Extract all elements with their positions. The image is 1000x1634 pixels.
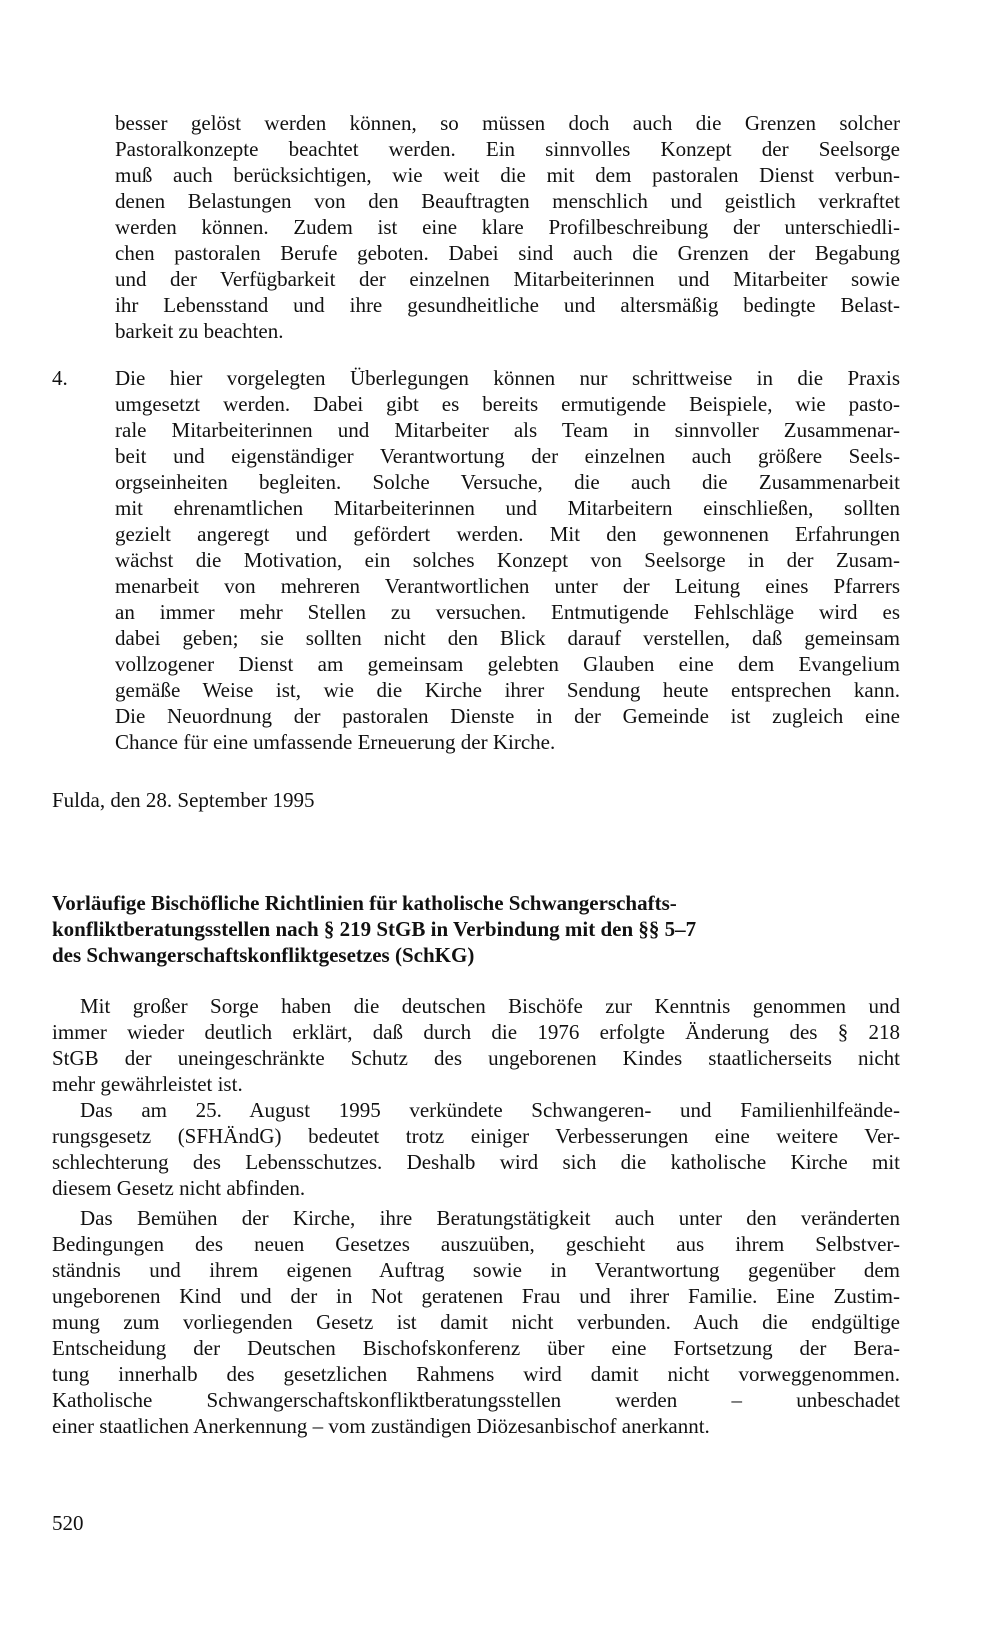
text-line: einer staatlichen Anerkennung – vom zuständigen Diözesanbischof anerkannt. [52,1414,710,1438]
text-line: Die Neuordnung der pastoralen Dienste in der Gemeinde ist zugleich eine [115,704,900,728]
text-line: menarbeit von mehreren Verantwortlichen unter der Leitung eines Pfarrers [115,574,900,598]
text-line: mit ehrenamtlichen Mitarbeiterinnen und Mitarbeitern einschließen, sollten [115,496,900,520]
text-line: Das Bemühen der Kirche, ihre Beratungstätigkeit auch unter den veränderten [80,1206,900,1230]
text-line: und der Verfügbarkeit der einzelnen Mitarbeiterinnen und Mitarbeiter sowie [115,267,900,291]
text-line: denen Belastungen von den Beauftragten menschlich und geistlich verkraftet [115,189,900,213]
page-number: 520 [52,1511,84,1535]
item-number: 4. [52,366,68,390]
text-line: muß auch berücksichtigen, wie weit die mit dem pastoralen Dienst verbun- [115,163,900,187]
text-line: Mit großer Sorge haben die deutschen Bischöfe zur Kenntnis genommen und [80,994,900,1018]
text-line: ständnis und ihrem eigenen Auftrag sowie in Verantwortung gegenüber dem [52,1258,900,1282]
text-line: chen pastoralen Berufe geboten. Dabei sind auch die Grenzen der Begabung [115,241,900,265]
heading-line: des Schwangerschaftskonfliktgesetzes (SchKG) [52,943,475,967]
text-line: vollzogener Dienst am gemeinsam gelebten Glauben eine dem Evangelium [115,652,900,676]
text-line: gemäße Weise ist, wie die Kirche ihrer Sendung heute entsprechen kann. [115,678,900,702]
heading-line: konfliktberatungsstellen nach § 219 StGB in Verbindung mit den §§ 5–7 [52,917,697,941]
text-line: Pastoralkonzepte beachtet werden. Ein sinnvolles Konzept der Seelsorge [115,137,900,161]
text-line: Entscheidung der Deutschen Bischofskonferenz über eine Fortsetzung der Bera- [52,1336,900,1360]
text-line: mehr gewährleistet ist. [52,1072,243,1096]
text-line: mung zum vorliegenden Gesetz ist damit nicht verbunden. Auch die endgültige [52,1310,900,1334]
text-line: dabei geben; sie sollten nicht den Blick darauf verstellen, daß gemeinsam [115,626,900,650]
text-line: Chance für eine umfassende Erneuerung der Kirche. [115,730,556,754]
text-line: wächst die Motivation, ein solches Konzept von Seelsorge in der Zusam- [115,548,900,572]
text-line: werden können. Zudem ist eine klare Profilbeschreibung der unterschiedli- [115,215,900,239]
text-line: ihr Lebensstand und ihre gesundheitliche und altersmäßig bedingte Belast- [115,293,900,317]
text-line: an immer mehr Stellen zu versuchen. Entmutigende Fehlschläge wird es [115,600,900,624]
heading-line: Vorläufige Bischöfliche Richtlinien für katholische Schwangerschafts- [52,891,677,915]
text-line: diesem Gesetz nicht abfinden. [52,1176,306,1200]
text-line: Bedingungen des neuen Gesetzes auszuüben, geschieht aus ihrem Selbstver- [52,1232,900,1256]
text-line: Katholische Schwangerschaftskonfliktberatungsstellen werden – unbeschadet [52,1388,900,1412]
text-line: rungsgesetz (SFHÄndG) bedeutet trotz einiger Verbesserungen eine weitere Ver- [52,1124,900,1148]
text-line: beit und eigenständiger Verantwortung der einzelnen auch größere Seels- [115,444,900,468]
dateline: Fulda, den 28. September 1995 [52,788,315,812]
text-line: Das am 25. August 1995 verkündete Schwangeren- und Familienhilfeände- [80,1098,900,1122]
text-line: orgseinheiten begleiten. Solche Versuche, die auch die Zusammenarbeit [115,470,900,494]
text-line: tung innerhalb des gesetzlichen Rahmens wird damit nicht vorweggenommen. [52,1362,900,1386]
text-line: rale Mitarbeiterinnen und Mitarbeiter als Team in sinnvoller Zusammenar- [115,418,900,442]
text-line: gezielt angeregt und gefördert werden. Mit den gewonnenen Erfahrungen [115,522,900,546]
text-line: ungeborenen Kind und der in Not geratenen Frau und ihrer Familie. Eine Zustim- [52,1284,900,1308]
text-line: StGB der uneingeschränkte Schutz des ungeborenen Kindes staatlicherseits nicht [52,1046,900,1070]
text-line: besser gelöst werden können, so müssen doch auch die Grenzen solcher [115,111,900,135]
text-line: schlechterung des Lebensschutzes. Deshalb wird sich die katholische Kirche mit [52,1150,900,1174]
text-line: immer wieder deutlich erklärt, daß durch die 1976 erfolgte Änderung des § 218 [52,1020,900,1044]
text-line: umgesetzt werden. Dabei gibt es bereits ermutigende Beispiele, wie pasto- [115,392,900,416]
text-line: Die hier vorgelegten Überlegungen können nur schrittweise in die Praxis [115,366,900,390]
text-line: barkeit zu beachten. [115,319,284,343]
